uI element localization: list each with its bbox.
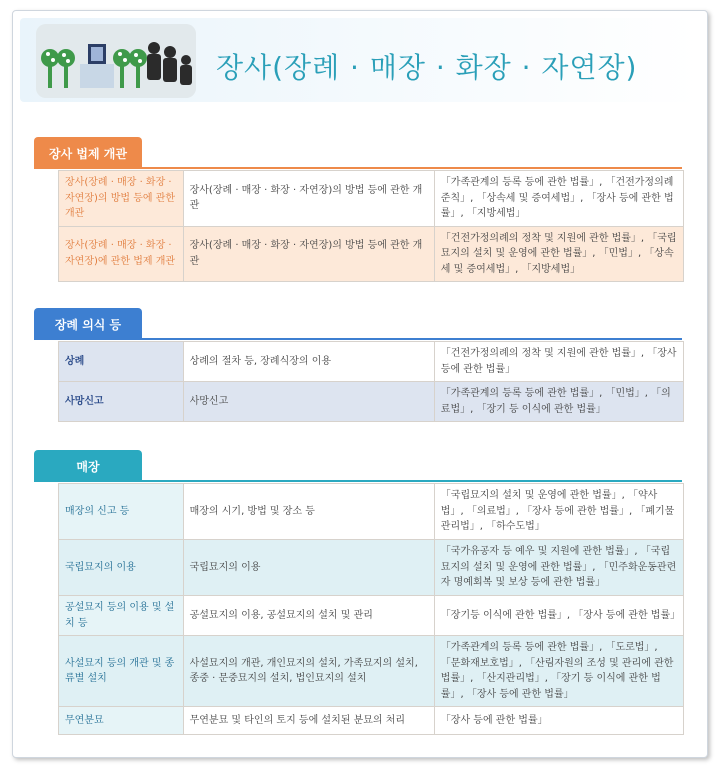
- section-tab-burial: [34, 450, 142, 482]
- row-laws: 「국립묘지의 설치 및 운영에 관한 법률」, 「약사법」, 「의료법」, 「장사 등에 관한 법률」, 「폐기물관리법」, 「하수도법」: [434, 484, 683, 540]
- row-topic: 사설묘지 등의 개관 및 종류별 설치: [59, 636, 184, 707]
- section-tab-overview: [34, 137, 142, 169]
- row-laws: 「국가유공자 등 예우 및 지원에 관한 법률」, 「국립묘지의 설치 및 운영에 관한 법률」, 「민주화운동관련자 명예회복 및 보상 등에 관한 법률」: [434, 540, 683, 596]
- row-description: 상례의 절차 등, 장례식장의 이용: [183, 342, 434, 382]
- row-description: 장사(장례 · 매장 · 화장 · 자연장)의 방법 등에 관한 개관: [183, 226, 434, 282]
- table-row: [59, 596, 684, 636]
- page-header: [20, 18, 700, 102]
- row-laws: 「장기등 이식에 관한 법률」, 「장사 등에 관한 법률」: [434, 596, 683, 636]
- row-description: 무연분묘 및 타인의 토지 등에 설치된 분묘의 처리: [183, 707, 434, 735]
- row-topic: 장사(장례 · 매장 · 화장 · 자연장)에 관한 법제 개관: [59, 226, 184, 282]
- table-row: [59, 382, 684, 422]
- funeral-illustration: [36, 24, 196, 98]
- section-divider: [34, 338, 682, 340]
- row-description: 공설묘지의 이용, 공설묘지의 설치 및 관리: [183, 596, 434, 636]
- row-topic: 공설묘지 등의 이용 및 설치 등: [59, 596, 184, 636]
- law-table-burial: [58, 483, 684, 735]
- section-label: 장례 의식 등: [54, 317, 122, 332]
- row-topic: 국립묘지의 이용: [59, 540, 184, 596]
- row-description: 매장의 시기, 방법 및 장소 등: [183, 484, 434, 540]
- table-row: [59, 484, 684, 540]
- row-description: 장사(장례 · 매장 · 화장 · 자연장)의 방법 등에 관한 개관: [183, 171, 434, 227]
- law-table-overview: [58, 170, 684, 282]
- law-table-funeral-rites: [58, 341, 684, 422]
- row-laws: 「가족관계의 등록 등에 관한 법률」, 「도로법」, 「문화재보호법」, 「산림자원의 조성 및 관리에 관한 법률」, 「산지관리법」, 「장기 등 이식에 관한 법률」, 「장사 등에 관한 법률」: [434, 636, 683, 707]
- section-divider: [34, 167, 682, 169]
- table-row: [59, 171, 684, 227]
- table-row: [59, 226, 684, 282]
- row-topic: 장사(장례 · 매장 · 화장 · 자연장)의 방법 등에 관한 개관: [59, 171, 184, 227]
- section-divider: [34, 480, 682, 482]
- row-topic: 사망신고: [59, 382, 184, 422]
- section-tab-funeral-rites: [34, 308, 142, 340]
- row-topic: 무연분묘: [59, 707, 184, 735]
- section-label: 장사 법제 개관: [49, 146, 127, 161]
- row-topic: 상례: [59, 342, 184, 382]
- table-row: [59, 342, 684, 382]
- table-row: [59, 707, 684, 735]
- row-description: 사망신고: [183, 382, 434, 422]
- table-row: [59, 540, 684, 596]
- row-laws: 「가족관계의 등록 등에 관한 법률」, 「민법」, 「의료법」, 「장기 등 이식에 관한 법률」: [434, 382, 683, 422]
- row-laws: 「건전가정의례의 정착 및 지원에 관한 법률」, 「국립묘지의 설치 및 운영에 관한 법률」, 「민법」, 「상속세 및 증여세법」, 「지방세법」: [434, 226, 683, 282]
- table-row: [59, 636, 684, 707]
- row-description: 사설묘지의 개관, 개인묘지의 설치, 가족묘지의 설치, 종중 · 문중묘지의 설치, 법인묘지의 설치: [183, 636, 434, 707]
- page-title: 장사(장례 · 매장 · 화장 · 자연장): [216, 51, 638, 84]
- row-description: 국립묘지의 이용: [183, 540, 434, 596]
- row-laws: 「장사 등에 관한 법률」: [434, 707, 683, 735]
- row-laws: 「가족관계의 등록 등에 관한 법률」, 「건전가정의례준칙」, 「상속세 및 증여세법」, 「장사 등에 관한 법률」, 「지방세법」: [434, 171, 683, 227]
- row-laws: 「건전가정의례의 정착 및 지원에 관한 법률」, 「장사 등에 관한 법률」: [434, 342, 683, 382]
- section-label: 매장: [76, 459, 100, 474]
- row-topic: 매장의 신고 등: [59, 484, 184, 540]
